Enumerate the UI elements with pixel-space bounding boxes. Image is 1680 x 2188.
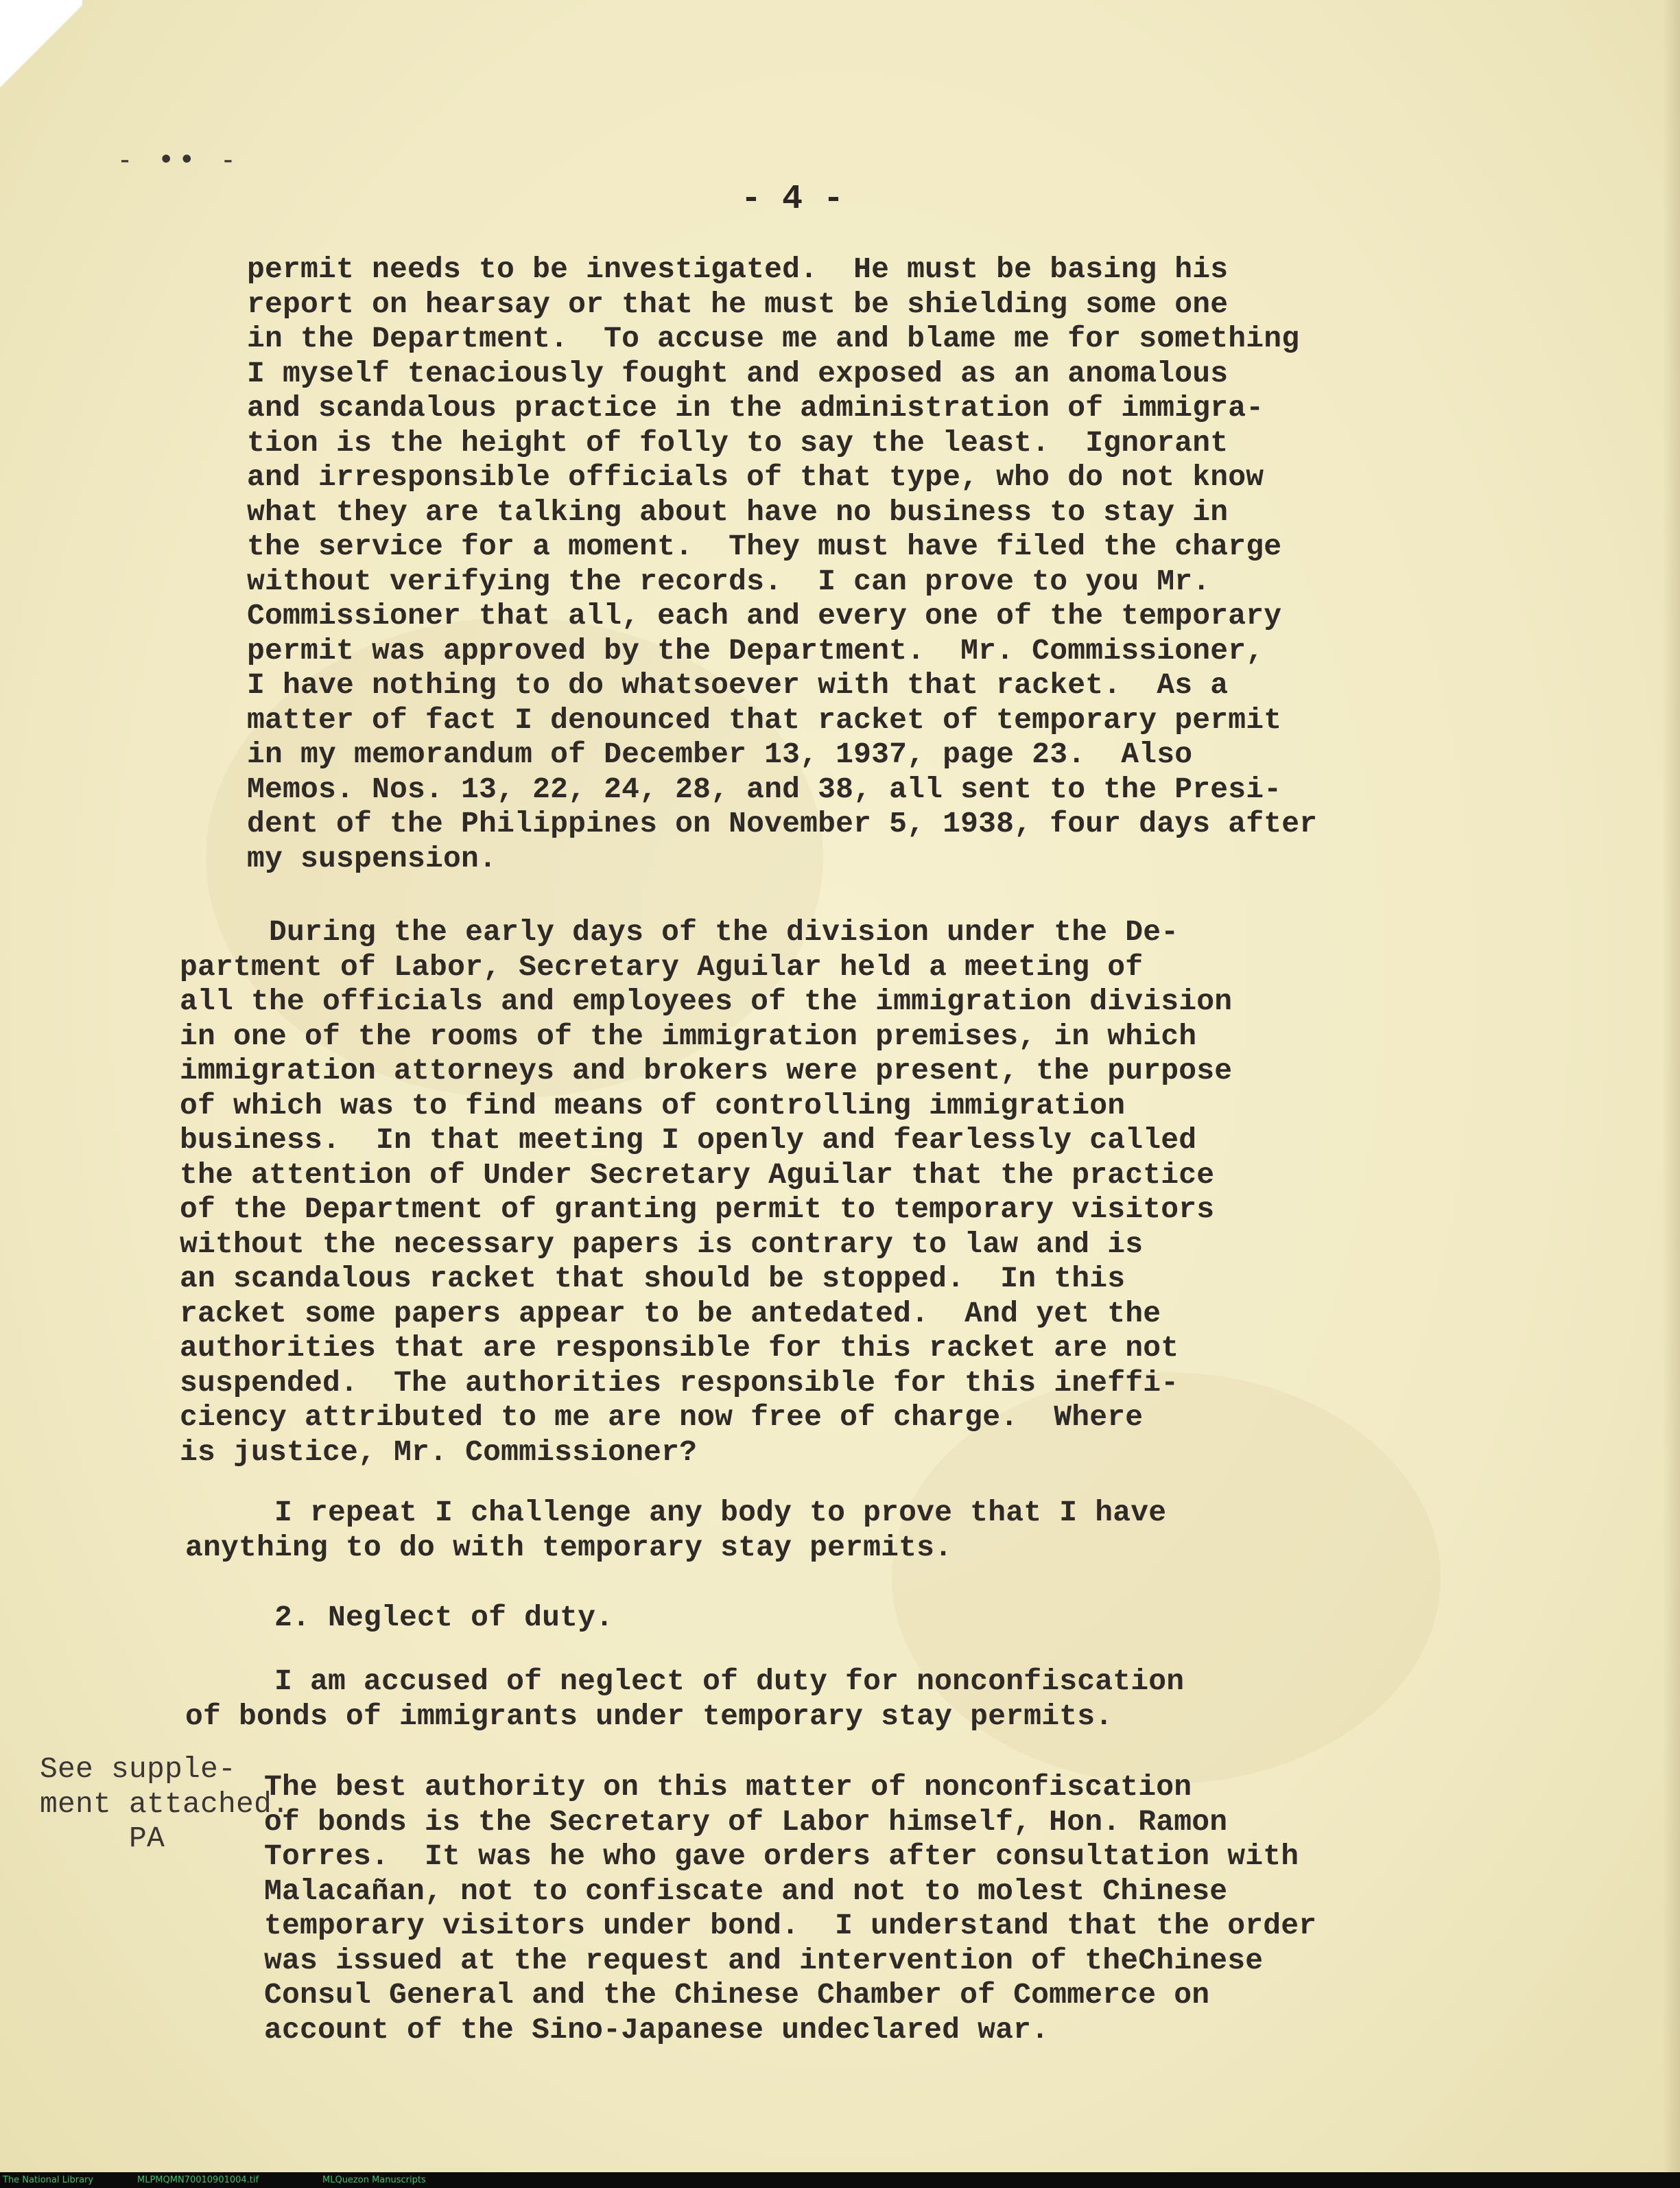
page-number: - 4 - — [741, 180, 844, 219]
footer-file-id: MLPMQMN70010901004.tif — [137, 2175, 259, 2185]
margin-note: See supple- ment attached. PA — [40, 1752, 290, 1855]
corner-marks: - •• - — [117, 144, 241, 176]
paper-edge-shadow — [1662, 0, 1680, 2172]
paragraph-temporary-permit: permit needs to be investigated. He must be basing his report on hearsay or that he must be shielding some one in the Department. To accuse me and blame me for something I myself tenaciously fought and exposed as an anomalous and scandalous practice in the administration of immigra- tion is the height of folly to say the least. Ignorant and irresponsible officials of that type, who do not know what they are talking about have no business to stay in the service for a moment. They must have filed the charge without verifying the records. I can prove to you Mr. Commissioner that all, each and every one of the temporary permit was approved by the Department. Mr. Commissioner, I have nothing to do whatsoever with that racket. As a matter of fact I denounced that racket of temporary permit in my memorandum of December 13, 1937, page 23. Also Memos. Nos. 13, 22, 24, 28, and 38, all sent to the Presi- dent of the Philippines on November 5, 1938, four days after my suspension. — [247, 252, 1318, 875]
paragraph-department-meeting: During the early days of the division under the De- partment of Labor, Secretary Aguilar held a meeting of all the officials and employees of the immigration division in one of the rooms of the immigration premises, in which immigration attorneys and brokers were present, the purpose of which was to find means of controlling immigration business. In that meeting I openly and fearlessly called the attention of Under Secretary Aguilar that the practice of the Department of granting permit to temporary visitors without the necessary papers is contrary to law and is an scandalous racket that should be stopped. In this racket some papers appear to be antedated. And yet the authorities that are responsible for this racket are not suspended. The authorities responsible for this ineffi- ciency attributed to me are now free of charge. Where is justice, Mr. Commissioner? — [180, 915, 1233, 1469]
paragraph-neglect-accusation: I am accused of neglect of duty for nonconfiscation of bonds of immigrants under temporary stay permits. — [185, 1664, 1185, 1733]
heading-neglect-of-duty: 2. Neglect of duty. — [185, 1601, 614, 1634]
paragraph-nonconfiscation: The best authority on this matter of nonconfiscation of bonds is the Secretary of Labor himself, Hon. Ramon Torres. It was he who gave orders after consultation with Malacañan, not to confiscate and not to molest Chinese temporary visitors under bond. I understand that the order was issued at the request and intervention of theChinese Consul General and the Chinese Chamber of Commerce on account of the Sino-Japanese undeclared war. — [264, 1770, 1317, 2047]
footer-library: The National Library — [3, 2175, 94, 2185]
archive-footer — [0, 2172, 1680, 2188]
paragraph-challenge: I repeat I challenge any body to prove that I have anything to do with temporary stay permits. — [185, 1496, 1167, 1564]
footer-collection: MLQuezon Manuscripts — [322, 2175, 426, 2185]
torn-corner — [0, 0, 82, 110]
